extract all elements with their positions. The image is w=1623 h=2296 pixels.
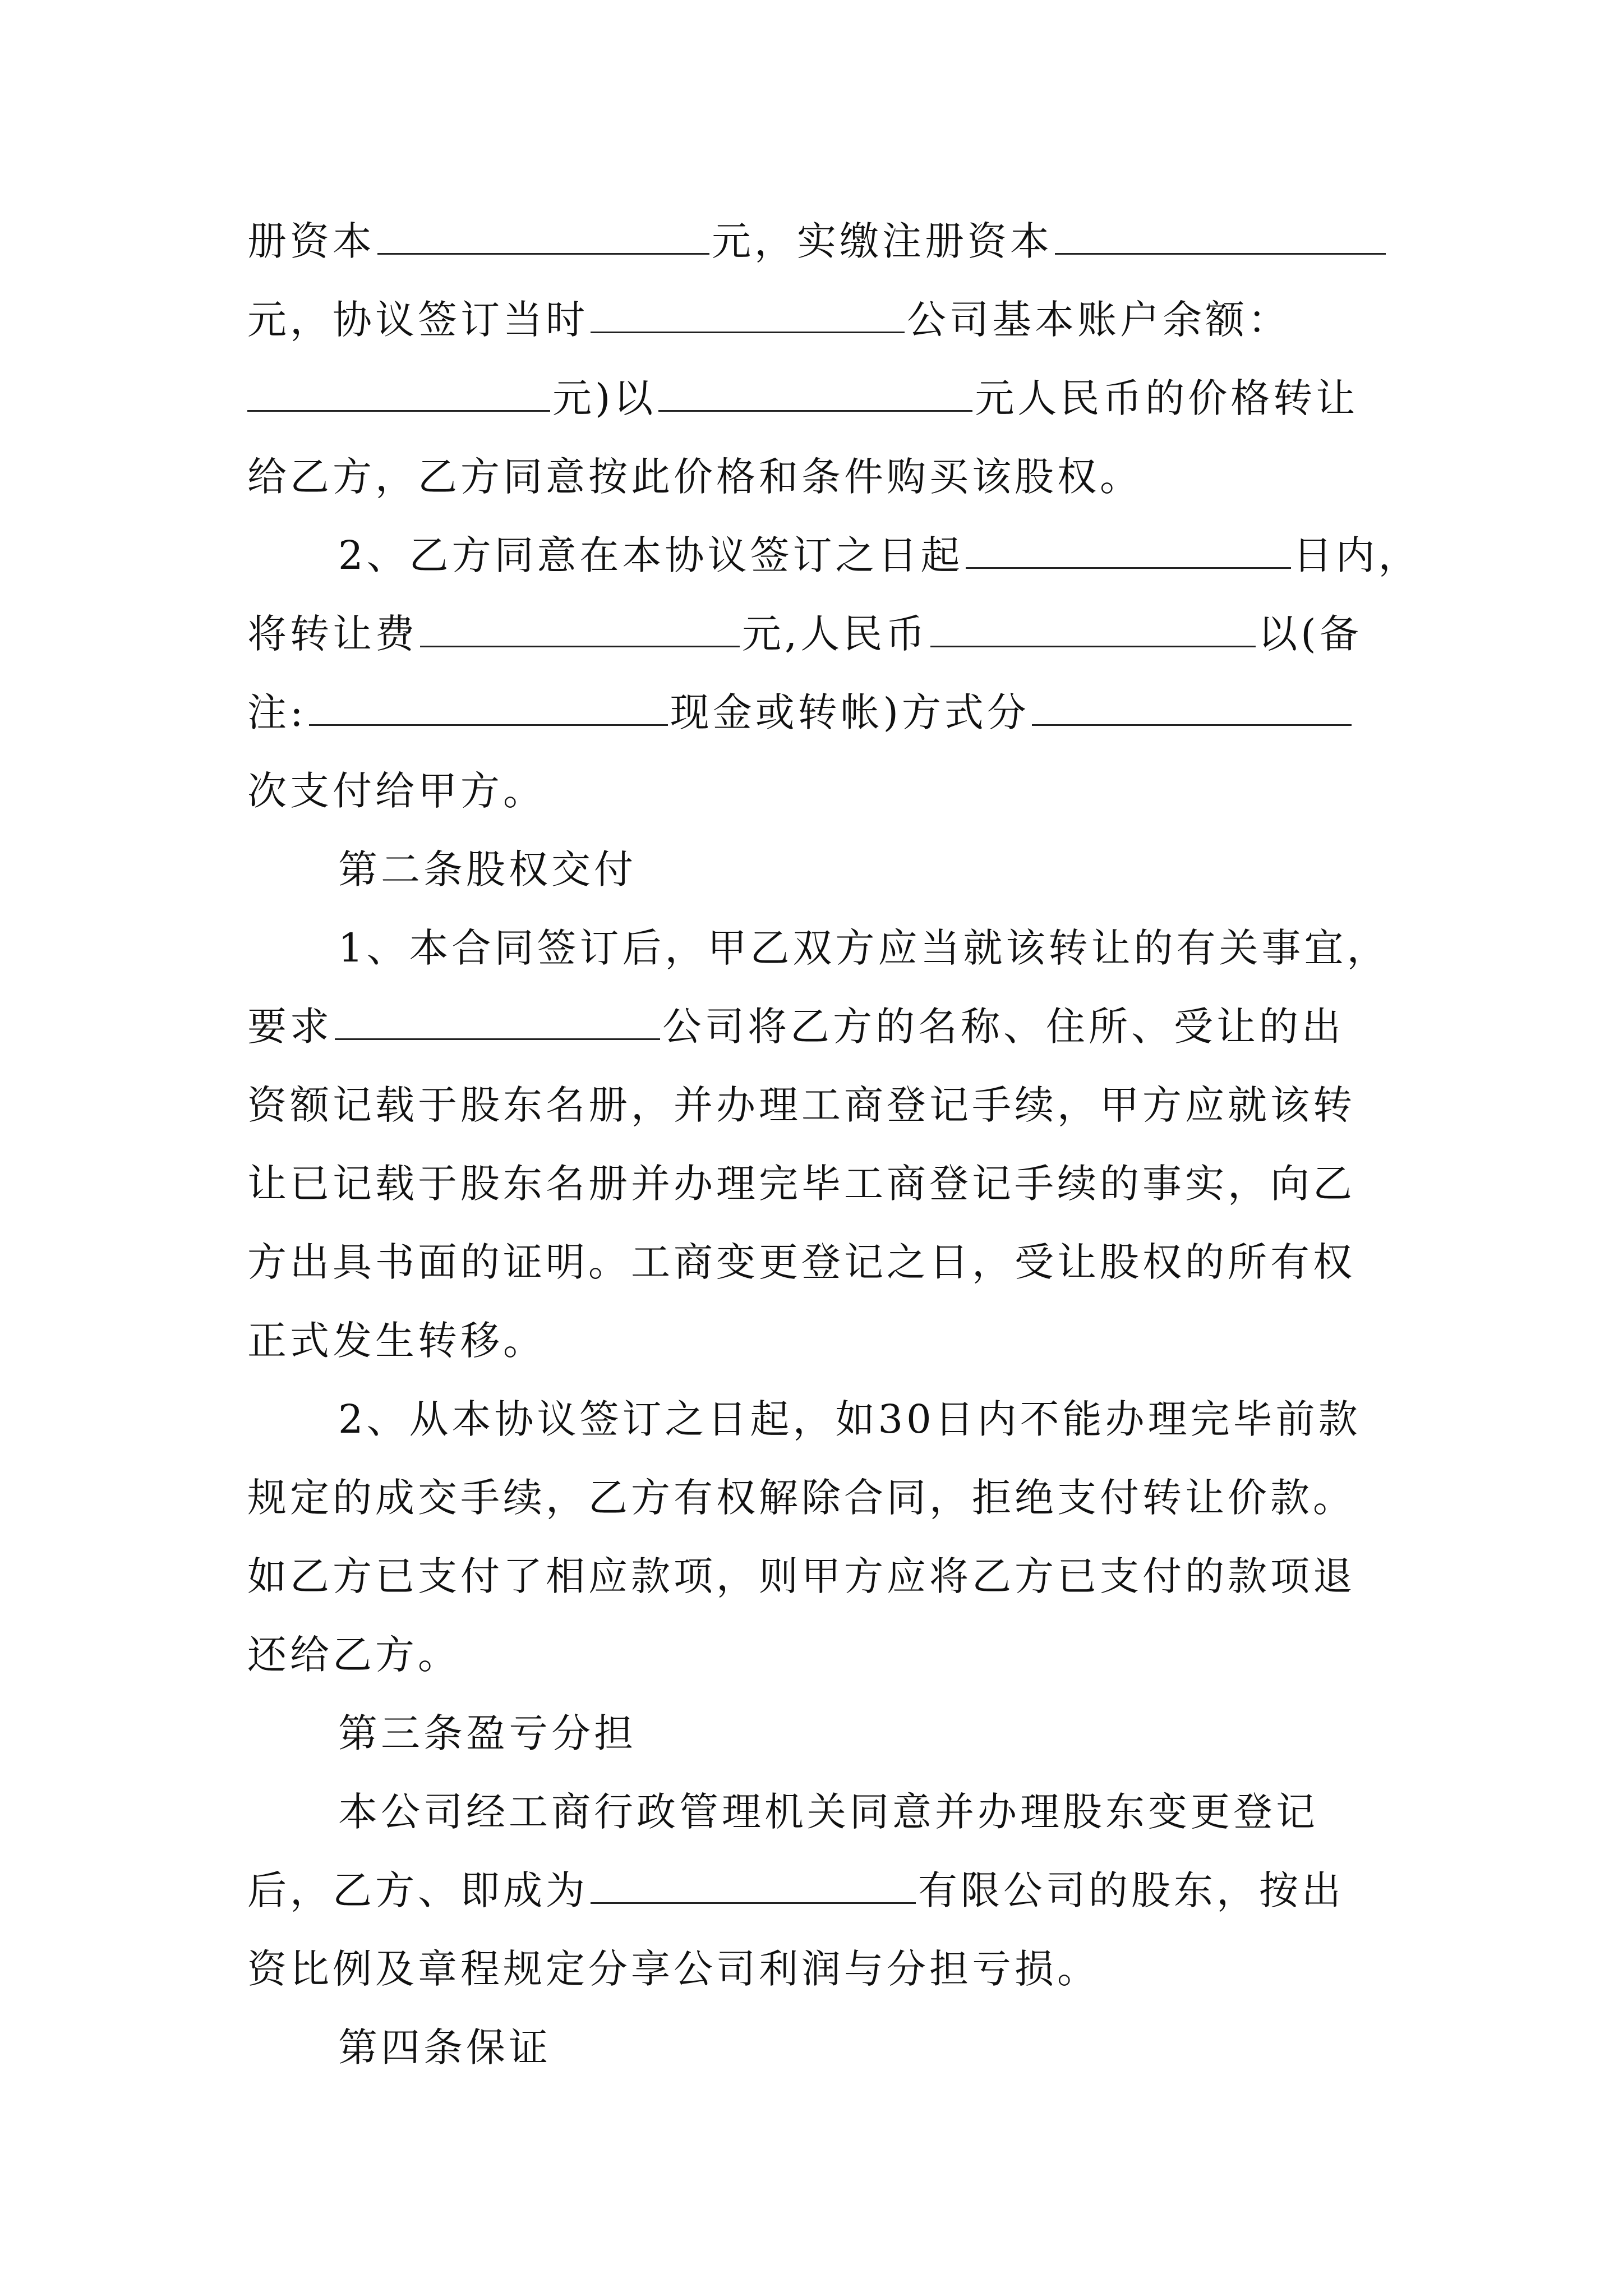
text-segment: 元，实缴注册资本 <box>712 218 1053 264</box>
text-segment: 元人民币的价格转让 <box>975 375 1359 421</box>
text-segment: 1、本合同签订后，甲乙双方应当就该转让的有关事宜， <box>338 925 1390 971</box>
text-segment: 日内， <box>1293 532 1421 578</box>
paragraph-line <box>247 752 1398 830</box>
fill-blank <box>420 605 740 647</box>
paragraph-line <box>247 202 1398 280</box>
heading-text: 第三条盈亏分担 <box>338 1710 637 1756</box>
paragraph-line <box>247 909 1398 987</box>
text-segment: 要求 <box>247 1004 333 1050</box>
text-segment: 还给乙方。 <box>247 1632 460 1678</box>
text-segment: 让已记载于股东名册并办理完毕工商登记手续的事实，向乙 <box>247 1161 1355 1207</box>
paragraph-line <box>247 1301 1398 1380</box>
paragraph-line <box>247 1537 1398 1616</box>
text-segment: 给乙方，乙方同意按此价格和条件购买该股权。 <box>247 454 1142 500</box>
fill-blank <box>335 998 660 1040</box>
text-segment: 册资本 <box>247 218 375 264</box>
section-heading <box>247 2008 1398 2087</box>
text-segment: 公司基本账户余额： <box>907 297 1290 343</box>
text-segment: 次支付给甲方。 <box>247 768 546 814</box>
paragraph-line <box>247 595 1398 673</box>
fill-blank <box>309 684 668 726</box>
fill-blank <box>591 1862 916 1904</box>
text-segment: 资比例及章程规定分享公司利润与分担亏损。 <box>247 1946 1100 1992</box>
paragraph-line <box>247 1616 1398 1694</box>
paragraph-line <box>247 1773 1398 1851</box>
section-heading <box>247 830 1398 909</box>
paragraph-line <box>247 1380 1398 1458</box>
paragraph-line <box>247 1144 1398 1223</box>
fill-blank <box>966 527 1291 569</box>
paragraph-line <box>247 280 1398 359</box>
text-segment: 本公司经工商行政管理机关同意并办理股东变更登记 <box>338 1789 1318 1835</box>
text-segment: 以(备 <box>1258 611 1362 657</box>
text-segment: 注: <box>247 689 307 735</box>
text-segment: 将转让费 <box>247 611 418 657</box>
section-heading <box>247 1694 1398 1773</box>
text-segment: 2、乙方同意在本协议签订之日起 <box>338 532 963 578</box>
paragraph-line <box>247 359 1398 438</box>
text-segment: 正式发生转移。 <box>247 1318 546 1364</box>
fill-blank <box>591 291 905 333</box>
paragraph-line <box>247 1458 1398 1537</box>
text-segment: 2、从本协议签订之日起，如30日内不能办理完毕前款 <box>338 1396 1361 1442</box>
text-segment: 后，乙方、即成为 <box>247 1867 588 1913</box>
paragraph-line <box>247 673 1398 752</box>
text-segment: 元,人民币 <box>742 611 929 657</box>
heading-text: 第二条股权交付 <box>338 846 637 892</box>
fill-blank <box>1055 213 1386 255</box>
fill-blank <box>658 370 972 412</box>
fill-blank <box>377 213 709 255</box>
text-segment: 现金或转帐)方式分 <box>670 689 1030 735</box>
paragraph-line <box>247 1066 1398 1144</box>
paragraph-line <box>247 1851 1398 1930</box>
text-segment: 方出具书面的证明。工商变更登记之日，受让股权的所有权 <box>247 1239 1355 1285</box>
paragraph-line <box>247 516 1421 595</box>
fill-blank <box>247 370 550 412</box>
text-segment: 元)以 <box>552 375 657 421</box>
text-segment: 元，协议签订当时 <box>247 297 588 343</box>
paragraph-line <box>247 1930 1398 2008</box>
text-segment: 如乙方已支付了相应款项，则甲方应将乙方已支付的款项退 <box>247 1553 1355 1599</box>
paragraph-line <box>247 438 1398 516</box>
text-segment: 资额记载于股东名册，并办理工商登记手续，甲方应就该转 <box>247 1082 1355 1128</box>
paragraph-line <box>247 987 1398 1066</box>
heading-text: 第四条保证 <box>338 2024 551 2070</box>
text-segment: 公司将乙方的名称、住所、受让的出 <box>662 1004 1344 1050</box>
fill-blank <box>1032 684 1352 726</box>
text-segment: 规定的成交手续，乙方有权解除合同，拒绝支付转让价款。 <box>247 1475 1355 1521</box>
text-segment: 有限公司的股东，按出 <box>918 1867 1344 1913</box>
paragraph-line <box>247 1223 1398 1301</box>
fill-blank <box>930 605 1256 647</box>
